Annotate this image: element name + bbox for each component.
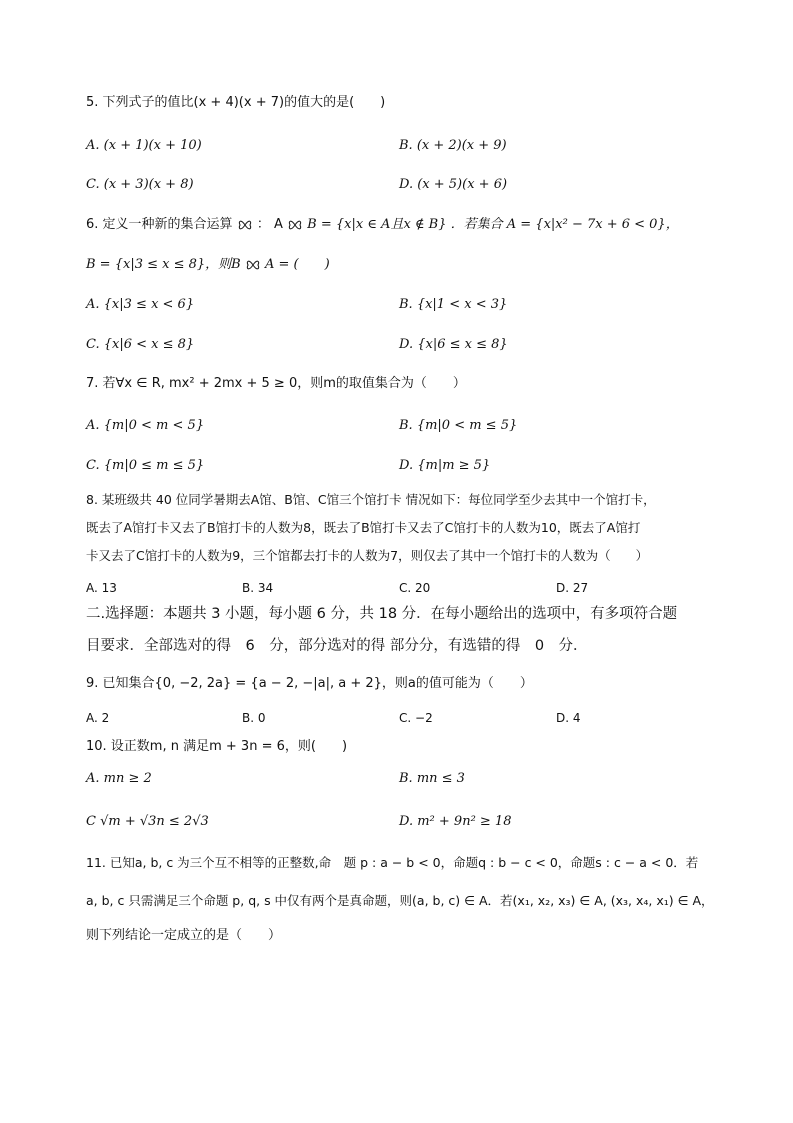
q6-stem-line1 [86,217,679,233]
q10-option-a[interactable]: A. mn ≥ 2 [86,771,152,786]
q5-option-b[interactable]: B. (x + 2)(x + 9) [399,138,507,153]
q8-line2: 既去了A馆打卡又去了B馆打卡的人数为8，既去了B馆打卡又去了C馆打卡的人数为10，既去了A馆打 [86,520,641,535]
q6-stem-b-def: B = {x|3 ≤ x ≤ 8}，则B [86,257,241,272]
q11-line3: 则下列结论一定成立的是（ ） [86,928,282,943]
q5-option-d[interactable]: D. (x + 5)(x + 6) [399,177,508,192]
q6-option-c[interactable]: C. {x|6 < x ≤ 8} [86,337,195,352]
section2-heading-line2: 目要求．全部选对的得 6 分，部分选对的得 部分分，有选错的得 0 分． [86,638,588,654]
q10-option-b[interactable]: B. mn ≤ 3 [399,771,465,786]
q9-stem: 9. 已知集合{0, −2, 2a} = {a − 2, −|a|, a + 2}，则a的值可能为（ ） [86,676,533,691]
section2-heading-line1: 二.选择题：本题共 3 小题，每小题 6 分，共 18 分．在每小题给出的选项中，有多项符合题 [86,606,678,622]
q8-option-c[interactable]: C. 20 [399,581,431,595]
q6-stem-colon: ： A [256,217,283,232]
q7-option-b[interactable]: B. {m|0 < m ≤ 5} [399,418,518,433]
q9-option-d[interactable]: D. 4 [556,711,581,725]
q6-stem-line2 [86,257,330,273]
q6-stem-ask: A = ( ) [265,257,330,272]
q10-option-c[interactable]: C √m + √3n ≤ 2√3 [86,814,209,829]
q9-option-a[interactable]: A. 2 [86,711,110,725]
q5-stem: 5. 下列式子的值比(x + 4)(x + 7)的值大的是( ) [86,95,386,110]
q6-option-b[interactable]: B. {x|1 < x < 3} [399,297,508,312]
q9-option-b[interactable]: B. 0 [242,711,266,725]
q7-stem: 7. 若∀x ∈ R, mx² + 2mx + 5 ≥ 0，则m的取值集合为（ ） [86,376,466,391]
q8-line1: 8. 某班级共 40 位同学暑期去A馆、B馆、C馆三个馆打卡 情况如下：每位同学至少去其中一个馆打卡， [86,492,656,507]
q8-option-b[interactable]: B. 34 [242,581,274,595]
q7-option-a[interactable]: A. {m|0 < m < 5} [86,418,205,433]
q5-option-a[interactable]: A. (x + 1)(x + 10) [86,138,202,153]
q6-option-a[interactable]: A. {x|3 ≤ x < 6} [86,297,195,312]
q6-stem-definition: B = {x|x ∈ A且x ∉ B} ．若集合 A = {x|x² − 7x + 6 < 0}， [307,217,679,232]
q11-line1: 11. 已知a, b, c 为三个互不相等的正整数,命 题 p : a − b < 0，命题q : b − c < 0，命题s : c − a < 0．若 [86,855,699,870]
q9-option-c[interactable]: C. −2 [399,711,433,725]
q5-option-c[interactable]: C. (x + 3)(x + 8) [86,177,194,192]
q11-line2: a, b, c 只需满足三个命题 p, q, s 中仅有两个是真命题，则(a, b, c) ∈ A．若(x₁, x₂, x₃) ∈ A, (x₃, x₄, x₁) ∈ A， [86,893,714,908]
q7-option-c[interactable]: C. {m|0 ≤ m ≤ 5} [86,458,205,473]
clover-operator-icon [245,258,261,272]
q8-line3: 卡又去了C馆打卡的人数为9，三个馆都去打卡的人数为7，则仅去了其中一个馆打卡的人数为（ ） [86,548,649,563]
clover-operator-icon [287,218,303,232]
q7-option-d[interactable]: D. {m|m ≥ 5} [399,458,491,473]
q10-option-d[interactable]: D. m² + 9n² ≥ 18 [399,814,512,829]
q6-stem-lead: 6. 定义一种新的集合运算 [86,217,233,232]
q6-option-d[interactable]: D. {x|6 ≤ x ≤ 8} [399,337,508,352]
clover-operator-icon [237,218,253,232]
q8-option-a[interactable]: A. 13 [86,581,117,595]
q10-stem: 10. 设正数m, n 满足m + 3n = 6，则( ) [86,739,348,754]
q8-option-d[interactable]: D. 27 [556,581,589,595]
